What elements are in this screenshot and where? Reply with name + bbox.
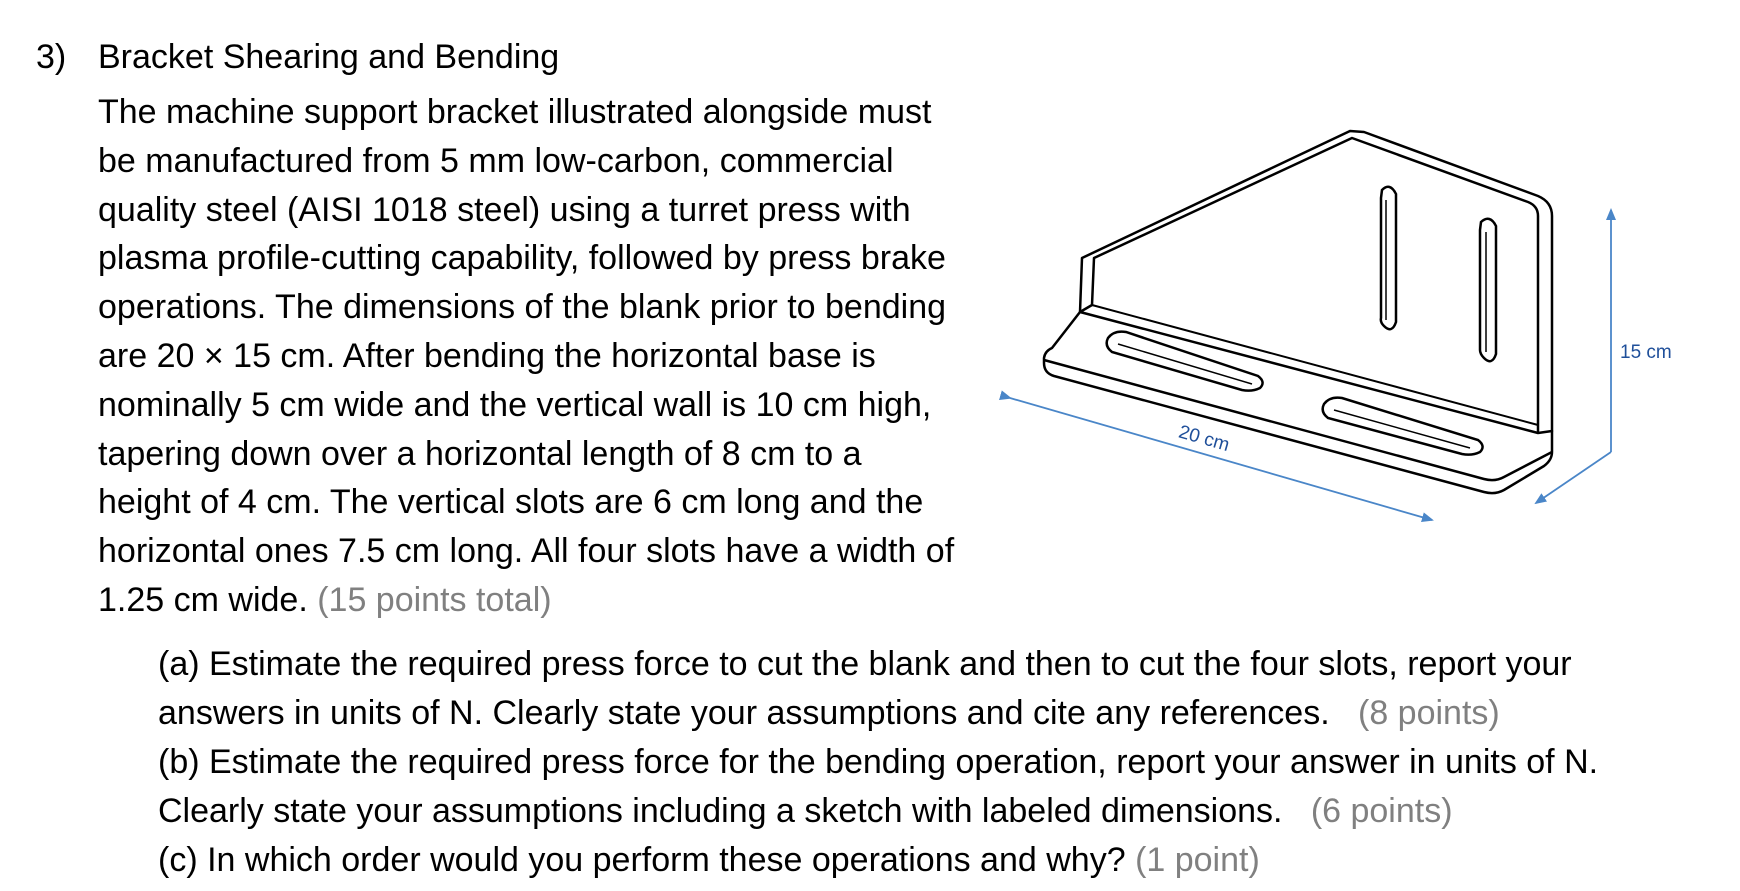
part-a-points: (8 points)	[1358, 694, 1500, 732]
total-points: (15 points total)	[317, 580, 552, 619]
part-b-text: Clearly state your assumptions including a sketch with labeled dimensions.	[158, 792, 1283, 830]
length-dimension-label: 20 cm	[1176, 421, 1232, 457]
part-a-line	[158, 689, 1718, 738]
intro-line: horizontal ones 7.5 cm long. All four slots have a width of	[98, 532, 955, 571]
intro-line: operations. The dimensions of the blank prior to bending	[98, 288, 947, 327]
intro-line: be manufactured from 5 mm low-carbon, commercial	[98, 141, 894, 180]
part-a-text: answers in units of N. Clearly state your assumptions and cite any references.	[158, 694, 1330, 732]
intro-line: quality steel (AISI 1018 steel) using a turret press with	[98, 190, 911, 229]
intro-line: plasma profile-cutting capability, followed by press brake	[98, 239, 946, 278]
question-title: Bracket Shearing and Bending	[98, 38, 560, 76]
intro-line: nominally 5 cm wide and the vertical wall is 10 cm high,	[98, 385, 932, 424]
part-b-line: (b) Estimate the required press force for the bending operation, report your answer in units of N.	[158, 743, 1599, 781]
part-b-line	[158, 787, 1718, 836]
height-dimension-label: 15 cm	[1620, 342, 1672, 363]
intro-last-text: 1.25 cm wide.	[98, 580, 308, 619]
vertical-slot	[1381, 187, 1396, 329]
intro-line: tapering down over a horizontal length of 8 cm to a	[98, 434, 862, 473]
part-a-line: (a) Estimate the required press force to cut the blank and then to cut the four slots, report your	[158, 645, 1572, 683]
part-c-text: (c) In which order would you perform these operations and why?	[158, 841, 1126, 879]
part-b-points: (6 points)	[1310, 792, 1453, 830]
vertical-slot	[1480, 219, 1496, 361]
intro-line: are 20 × 15 cm. After bending the horizontal base is	[98, 336, 876, 375]
intro-line: height of 4 cm. The vertical slots are 6 cm long and the	[98, 483, 924, 522]
part-c-line	[158, 836, 1718, 885]
question-number: 3)	[36, 38, 67, 76]
intro-line: The machine support bracket illustrated alongside must	[98, 93, 932, 131]
part-c-points: (1 point)	[1135, 841, 1260, 879]
question-parts	[158, 640, 1718, 885]
